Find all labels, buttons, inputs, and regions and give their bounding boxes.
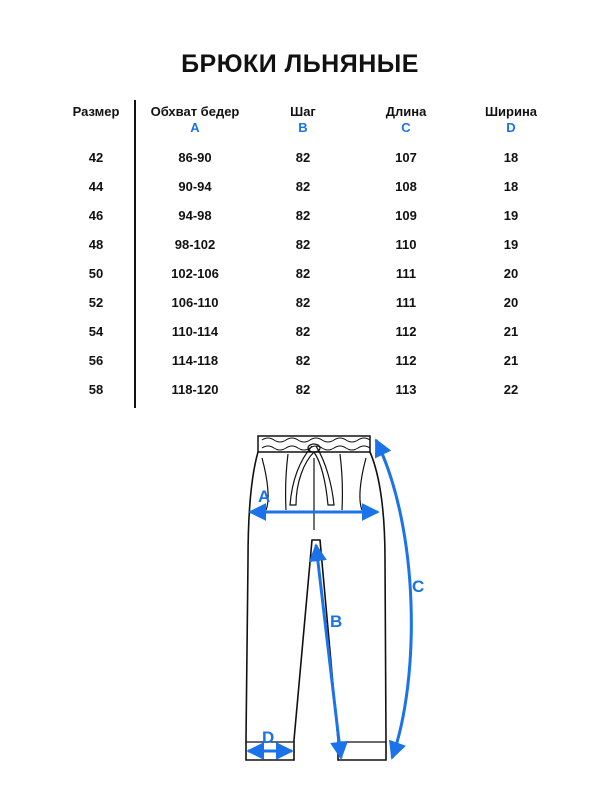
header-hips: Обхват бедер [150, 104, 240, 119]
label-c: C [412, 577, 425, 596]
table-cell-hips: 114-118 [171, 353, 219, 368]
table-cell-length: 113 [395, 382, 417, 397]
header-length: Длина [385, 104, 427, 119]
measure-b-arrow [316, 545, 341, 758]
table-cell-size: 52 [88, 295, 104, 310]
table-cell-size: 58 [88, 382, 104, 397]
header-letter-a: A [190, 120, 200, 135]
table-cell-width: 22 [503, 382, 519, 397]
table-cell-inseam: 82 [295, 353, 311, 368]
table-cell-size: 48 [88, 237, 104, 252]
table-cell-hips: 90-94 [178, 179, 212, 194]
table-cell-hips: 118-120 [171, 382, 219, 397]
table-cell-width: 18 [503, 179, 519, 194]
table-cell-length: 112 [395, 324, 417, 339]
table-cell-size: 54 [88, 324, 104, 339]
table-cell-hips: 98-102 [174, 237, 216, 252]
measure-c-arrow [376, 440, 411, 758]
page-title: БРЮКИ ЛЬНЯНЫЕ [181, 50, 419, 78]
table-cell-hips: 94-98 [178, 208, 212, 223]
table-cell-inseam: 82 [295, 150, 311, 165]
table-cell-inseam: 82 [295, 324, 311, 339]
header-size: Размер [72, 104, 120, 119]
table-cell-length: 111 [395, 266, 417, 281]
table-cell-hips: 102-106 [171, 266, 219, 281]
table-cell-width: 19 [503, 208, 519, 223]
table-cell-inseam: 82 [295, 208, 311, 223]
table-cell-inseam: 82 [295, 266, 311, 281]
table-cell-hips: 110-114 [171, 324, 219, 339]
label-d: D [262, 728, 275, 747]
table-cell-length: 112 [395, 353, 417, 368]
header-letter-c: C [401, 120, 411, 135]
label-b: B [330, 612, 343, 631]
table-cell-width: 18 [503, 150, 519, 165]
header-letter-d: D [506, 120, 516, 135]
table-cell-inseam: 82 [295, 295, 311, 310]
header-letter-b: B [298, 120, 308, 135]
table-cell-inseam: 82 [295, 179, 311, 194]
table-cell-width: 20 [503, 266, 519, 281]
table-cell-length: 111 [395, 295, 417, 310]
table-cell-width: 20 [503, 295, 519, 310]
table-cell-inseam: 82 [295, 382, 311, 397]
table-cell-size: 56 [88, 353, 104, 368]
header-width: Ширина [484, 104, 538, 119]
table-cell-width: 19 [503, 237, 519, 252]
table-cell-width: 21 [503, 324, 519, 339]
table-cell-length: 109 [395, 208, 417, 223]
table-cell-size: 42 [88, 150, 104, 165]
table-cell-length: 110 [395, 237, 417, 252]
table-cell-size: 46 [88, 208, 104, 223]
table-cell-size: 44 [88, 179, 104, 194]
label-a: A [258, 487, 271, 506]
table-cell-hips: 106-110 [171, 295, 219, 310]
table-cell-size: 50 [88, 266, 104, 281]
table-cell-inseam: 82 [295, 237, 311, 252]
header-inseam: Шаг [290, 104, 316, 119]
table-cell-width: 21 [503, 353, 519, 368]
table-cell-hips: 86-90 [178, 150, 212, 165]
table-cell-length: 107 [395, 150, 417, 165]
table-cell-length: 108 [395, 179, 417, 194]
